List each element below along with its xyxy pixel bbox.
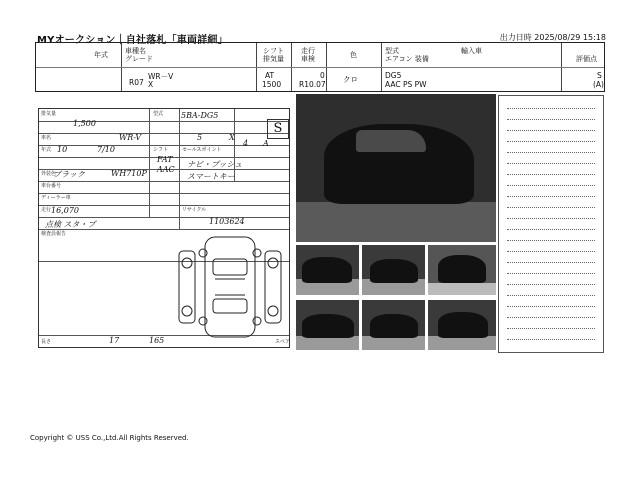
value-score-sub: (A) <box>593 80 604 89</box>
hand-model: WR-V <box>119 133 142 142</box>
output-datetime-label: 出力日時 <box>499 33 532 42</box>
hand-color: ブラック <box>53 170 85 179</box>
header-color: 色 <box>350 51 357 59</box>
hand-mileage: 16,070 <box>51 206 79 215</box>
header-import: 輸入車 <box>461 47 482 55</box>
header-mileage: 走行 <box>301 47 315 55</box>
note-line <box>507 317 595 318</box>
hand-inspector: 点検 スタ・プ <box>45 220 96 229</box>
header-inspection: 車検 <box>301 55 315 63</box>
value-shift: AT <box>265 71 275 80</box>
label-type: 型式 <box>153 111 164 117</box>
photo-thumb-6[interactable] <box>428 300 496 350</box>
photo-thumb-1[interactable] <box>296 245 359 295</box>
main-photo[interactable] <box>296 94 496 242</box>
hand-month: 7/10 <box>97 145 115 154</box>
note-line <box>507 207 595 208</box>
auction-sheet-scan <box>38 108 290 348</box>
note-line <box>507 152 595 153</box>
note-line <box>507 306 595 307</box>
header-shift: シフト <box>263 47 284 55</box>
hand-doors: 5 <box>197 133 203 142</box>
label-size: 長さ <box>41 339 52 345</box>
note-line <box>507 108 595 109</box>
hand-notes1: ナビ・プッシュ <box>187 160 243 169</box>
value-inspection: R10.07 <box>299 80 326 89</box>
value-model: WR－V <box>148 72 174 81</box>
value-displacement: 1500 <box>262 80 282 89</box>
vehicle-summary-table <box>35 42 605 92</box>
note-line <box>507 141 595 142</box>
output-datetime-value: 2025/08/29 15:18 <box>534 33 606 42</box>
value-grade: X <box>148 80 154 89</box>
photo-thumb-3[interactable] <box>428 245 496 295</box>
hand-notes2: スマートキー <box>187 172 235 181</box>
note-line <box>507 196 595 197</box>
note-line <box>507 251 595 252</box>
label-notes: セールスポイント <box>182 147 222 153</box>
label-model: 車名 <box>41 135 52 141</box>
hand-vin-code: WH710P <box>111 169 147 178</box>
hand-shift: FAT <box>157 155 173 164</box>
hand-disp: 1,500 <box>73 119 96 128</box>
hand-height: 165 <box>149 336 165 345</box>
hand-type-code: 5BA-DG5 <box>181 111 219 120</box>
note-line <box>507 273 595 274</box>
note-line <box>507 119 595 120</box>
note-line <box>507 295 595 296</box>
sheet-grade: S <box>267 119 289 139</box>
note-line <box>507 229 595 230</box>
header-equipment: エアコン 装備 <box>385 55 429 63</box>
label-recycle: リサイクル <box>182 207 207 213</box>
note-line <box>507 339 595 340</box>
hand-year: 10 <box>57 145 68 154</box>
label-shift: シフト <box>153 147 169 153</box>
hand-length: 17 <box>109 336 120 345</box>
note-line <box>507 328 595 329</box>
hand-recycle: 1103624 <box>209 217 245 226</box>
value-mileage: 0 <box>320 71 325 80</box>
hand-grade: X <box>229 133 235 142</box>
page-title: MYオークション｜自社落札「車両詳細」 <box>37 35 228 46</box>
value-year: R07 <box>129 78 144 87</box>
photo-thumb-4[interactable] <box>296 300 359 350</box>
hand-score-small: A <box>263 139 269 148</box>
header-score: 評価点 <box>576 55 597 63</box>
header-grade: グレード <box>125 55 153 63</box>
label-inspector: 検査員報告 <box>41 231 67 237</box>
value-score: S <box>597 71 602 80</box>
label-spare: スペア <box>275 339 291 345</box>
photo-thumb-5[interactable] <box>362 300 425 350</box>
label-vin: 車台番号 <box>41 183 62 189</box>
value-equipment: AAC PS PW <box>385 80 427 89</box>
note-line <box>507 130 595 131</box>
car-diagram-icon <box>175 233 285 341</box>
copyright: Copyright © USS Co.,Ltd.All Rights Reserved. <box>30 434 189 442</box>
note-line <box>507 185 595 186</box>
label-disp: 排気量 <box>41 111 57 117</box>
note-line <box>507 240 595 241</box>
label-dealer: ディーラー車 <box>41 195 71 201</box>
note-line <box>507 163 595 164</box>
value-model-code: DG5 <box>385 71 402 80</box>
note-line <box>507 262 595 263</box>
hand-score-mid: 4 <box>243 139 249 148</box>
label-year: 年式 <box>41 147 52 153</box>
photo-thumb-2[interactable] <box>362 245 425 295</box>
note-line <box>507 174 595 175</box>
header-model: 車種名 <box>125 47 146 55</box>
header-year: 年式 <box>94 51 108 59</box>
note-line <box>507 284 595 285</box>
notes-panel <box>498 95 604 353</box>
value-color: クロ <box>343 75 358 84</box>
header-model-code: 型式 <box>385 47 399 55</box>
label-color: 外装色 <box>41 171 57 177</box>
hand-eq: AAC <box>157 165 175 174</box>
header-displacement: 排気量 <box>263 55 284 63</box>
note-line <box>507 218 595 219</box>
label-mileage: 走行 <box>41 207 52 213</box>
